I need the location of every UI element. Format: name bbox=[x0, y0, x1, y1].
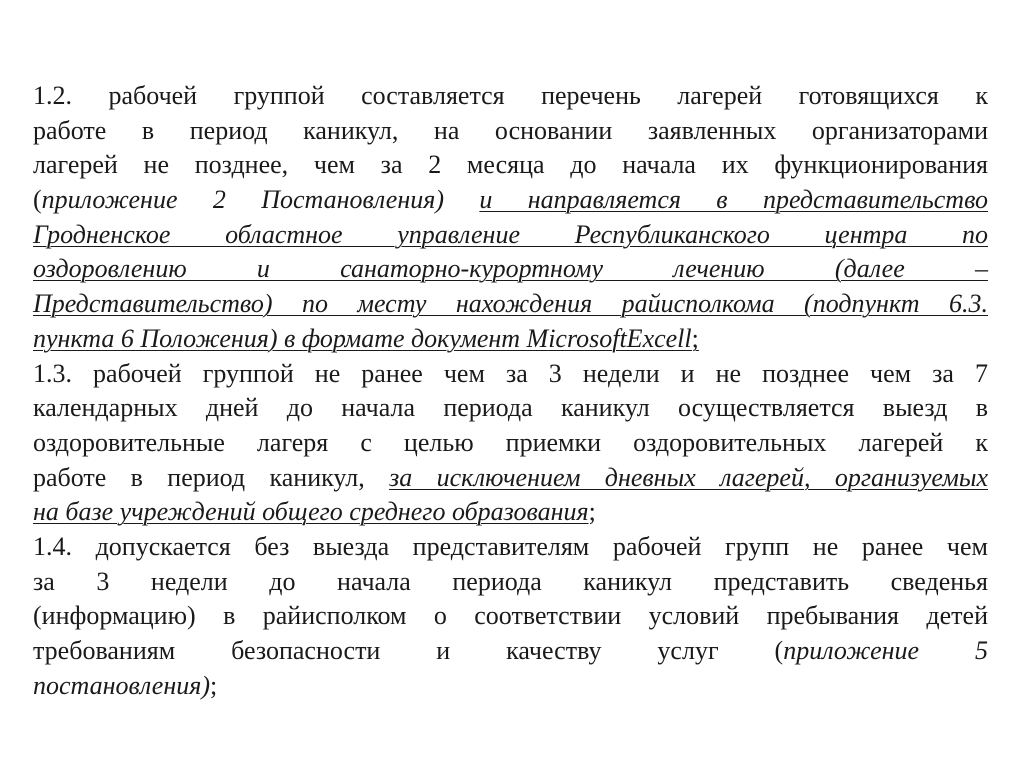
text-run: 1.4. допускается без выезда представителям рабочей групп не ранее чем bbox=[33, 531, 988, 561]
text-run: за исключением дневных лагерей, организуемых bbox=[389, 462, 988, 492]
text-run: и направляется в представительство bbox=[479, 185, 989, 215]
text-run: оздоровлению и санаторно-курортному лечению (далее – bbox=[33, 254, 988, 284]
text-line bbox=[33, 669, 988, 704]
text-run: требованиям безопасности и качеству услуг ( bbox=[33, 636, 784, 665]
text-line bbox=[33, 357, 988, 392]
text-run: работе в период каникул, на основании заявленных организаторами bbox=[33, 115, 988, 145]
text-run: (информацию) в райисполком о соответствии условий пребывания детей bbox=[33, 601, 988, 631]
text-run: пункта 6 Положения) в формате документ MicrosoftExcell bbox=[33, 323, 692, 353]
text-run: оздоровительные лагеря с целью приемки оздоровительных лагерей к bbox=[33, 427, 988, 457]
text-line bbox=[33, 218, 988, 253]
paragraph-1-3 bbox=[33, 357, 988, 530]
text-line bbox=[33, 495, 988, 530]
text-run: календарных дней до начала периода каникул осуществляется выезд в bbox=[33, 393, 988, 423]
text-line bbox=[33, 599, 988, 634]
text-line bbox=[33, 391, 988, 426]
text-line bbox=[33, 287, 988, 322]
text-run: за 3 недели до начала периода каникул представить сведенья bbox=[33, 566, 988, 596]
text-line bbox=[33, 148, 988, 183]
text-line bbox=[33, 565, 988, 600]
text-run: Представительство) по месту нахождения райисполкома (подпункт 6.3. bbox=[33, 289, 988, 319]
text-run: на базе учреждений общего среднего образования bbox=[33, 497, 589, 527]
text-run bbox=[444, 185, 479, 214]
text-run: лагерей не позднее, чем за 2 месяца до начала их функционирования bbox=[33, 150, 988, 180]
text-run: 1.3. рабочей группой не ранее чем за 3 недели и не позднее чем за 7 bbox=[33, 358, 988, 388]
text-line bbox=[33, 79, 988, 114]
text-line bbox=[33, 634, 988, 669]
text-line bbox=[33, 114, 988, 149]
text-line bbox=[33, 322, 988, 357]
text-run: ( bbox=[33, 185, 42, 215]
document-body bbox=[33, 79, 988, 703]
paragraph-1-4 bbox=[33, 530, 988, 703]
text-run: работе в период каникул, bbox=[33, 462, 390, 492]
text-line bbox=[33, 252, 988, 287]
text-run: приложение 2 Постановления) bbox=[41, 185, 444, 215]
text-line bbox=[33, 530, 988, 565]
text-run: ; bbox=[691, 323, 699, 353]
text-line bbox=[33, 426, 988, 461]
text-line bbox=[33, 461, 988, 496]
text-run: Гродненское областное управление Республиканского центра по bbox=[33, 219, 988, 249]
text-run: приложение 5 bbox=[783, 636, 989, 665]
text-run: 1.2. рабочей группой составляется перечень лагерей готовящихся к bbox=[33, 81, 988, 110]
text-run: ; bbox=[210, 670, 218, 700]
text-line bbox=[33, 183, 988, 218]
paragraph-1-2 bbox=[33, 79, 988, 357]
text-run: постановления) bbox=[33, 670, 210, 700]
text-run: ; bbox=[588, 497, 596, 527]
